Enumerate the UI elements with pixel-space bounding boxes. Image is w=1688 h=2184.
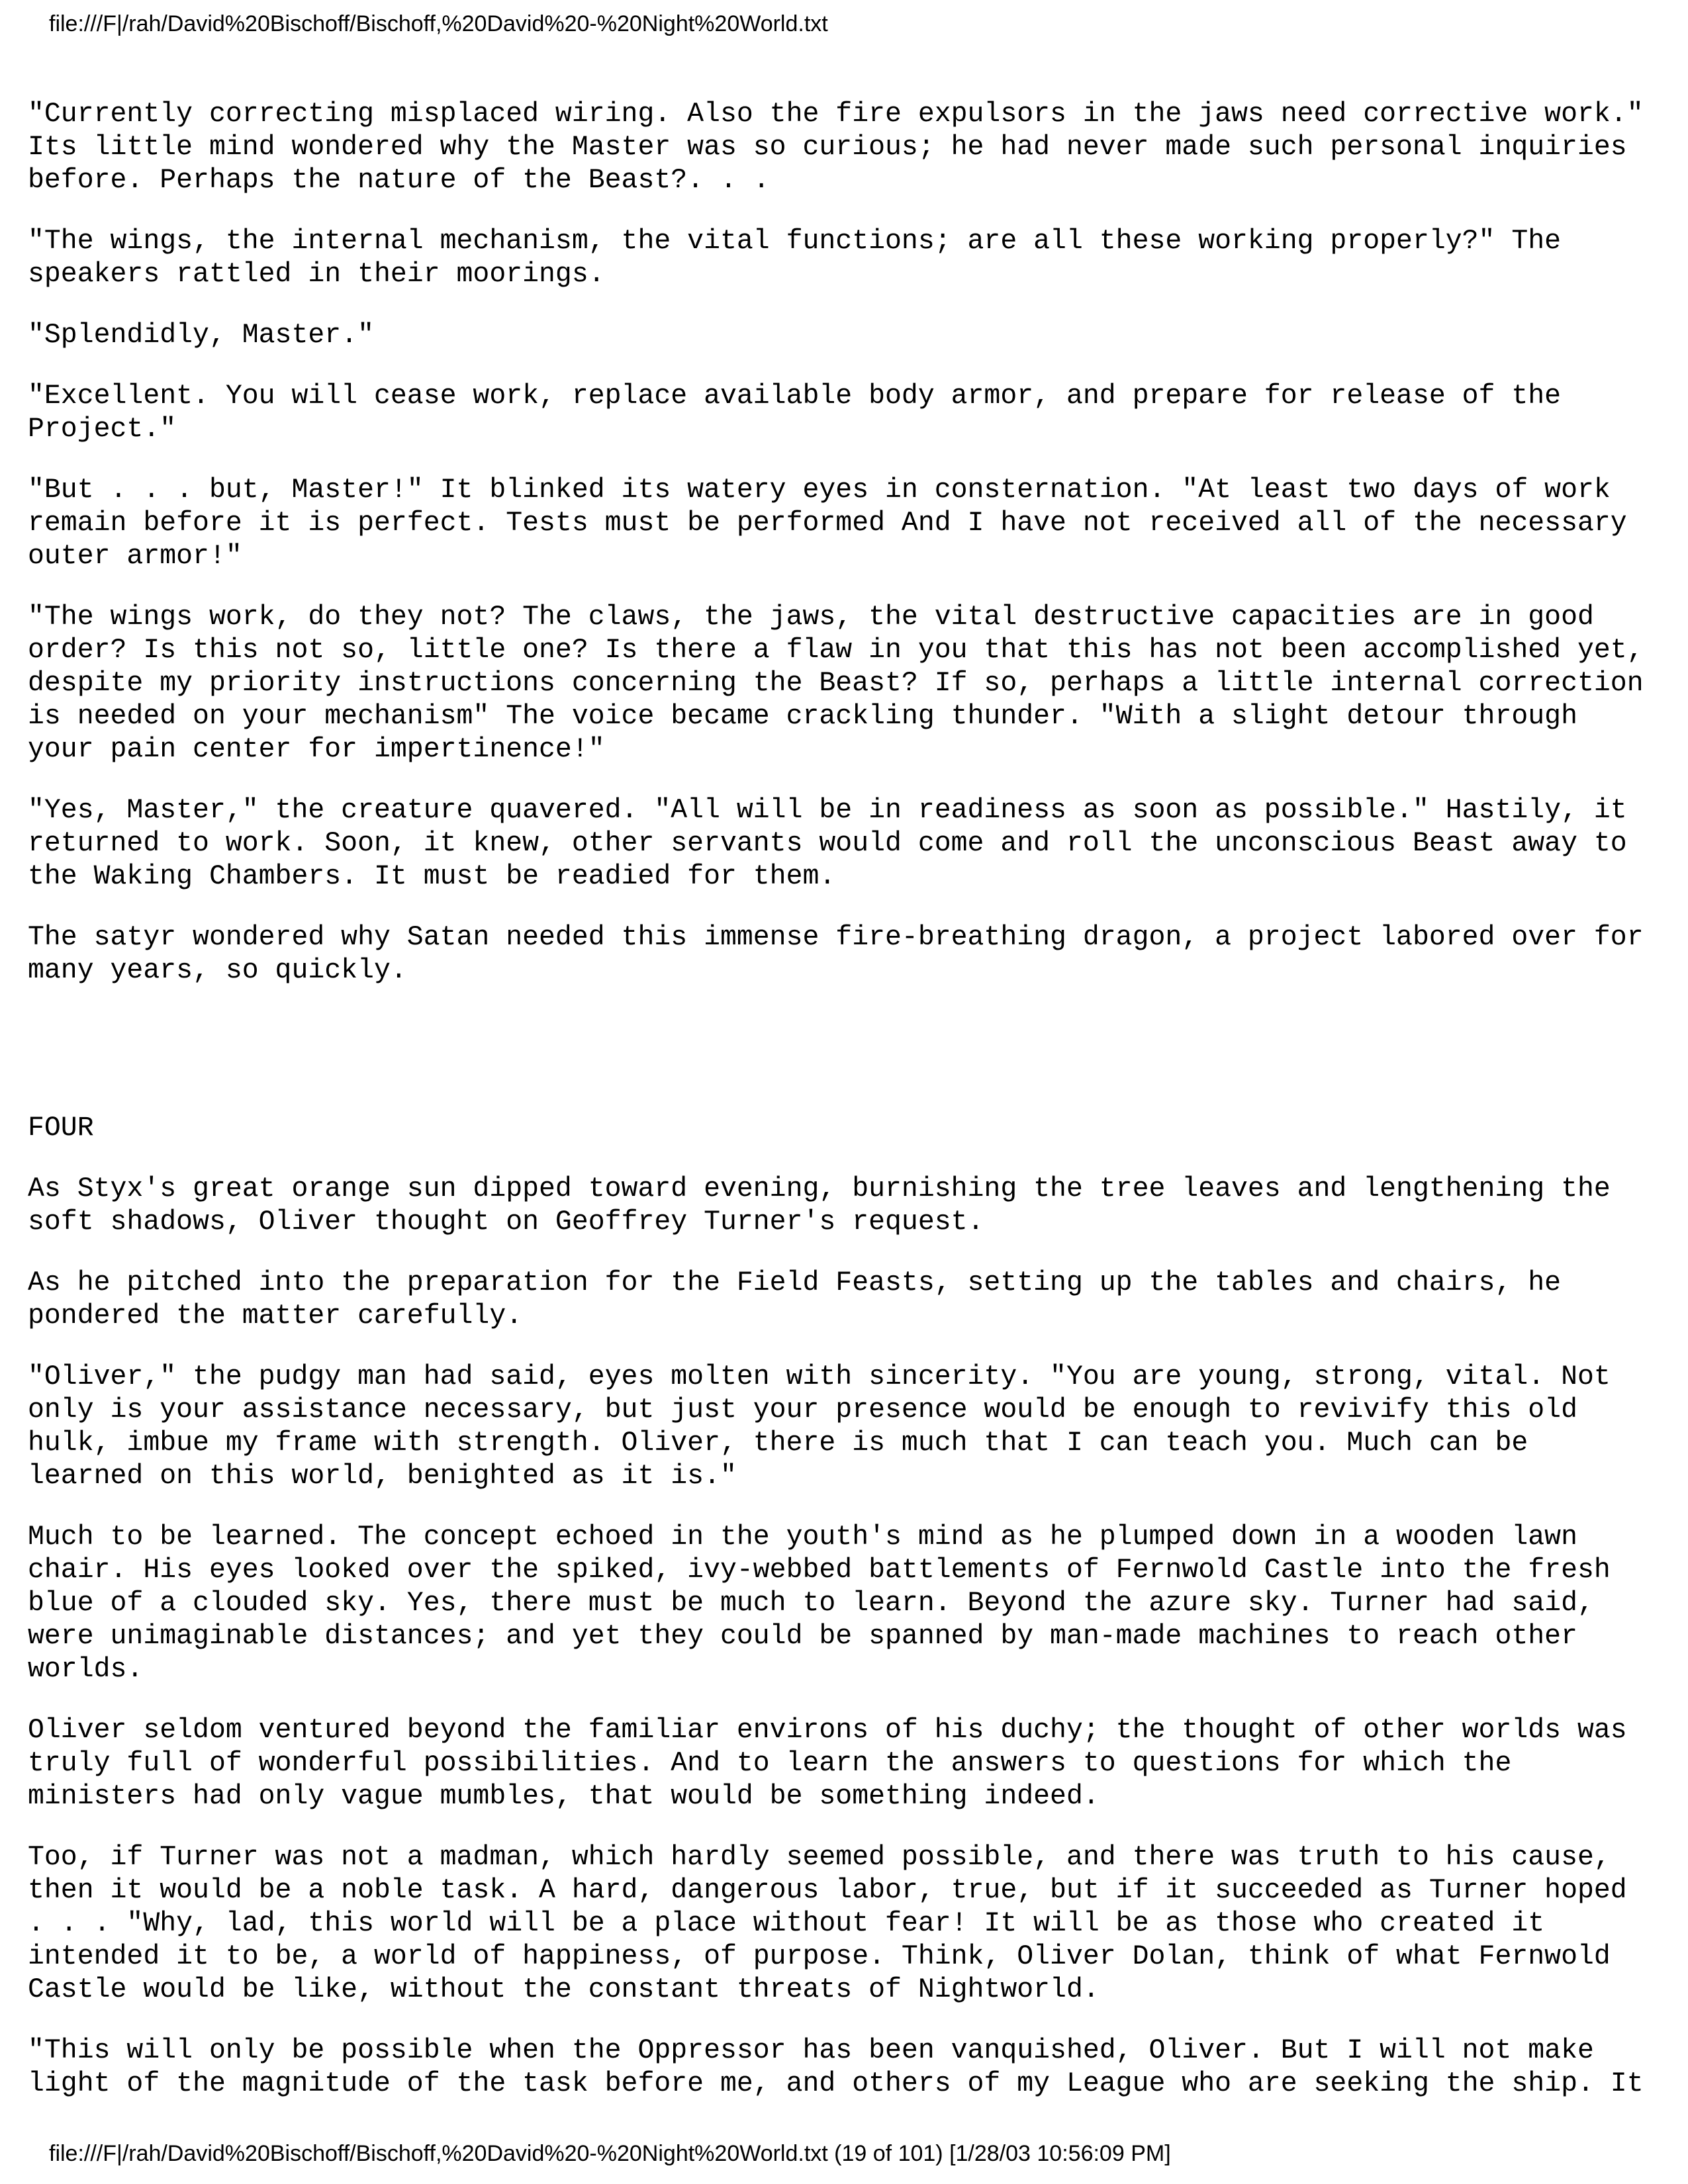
paragraph: "This will only be possible when the Oppressor has been vanquished, Oliver. But I will not make light of the magnitude of the task before me, and others of my League who are seeking the ship. It <box>28 2035 1644 2099</box>
paragraph: "Splendidly, Master." <box>28 320 374 351</box>
document-body <box>28 98 1669 2128</box>
paragraph: "Yes, Master," the creature quavered. "All will be in readiness as soon as possible." Hastily, it returned to work. Soon, it knew, other servants would come and roll the unconscious Beast away to the Waking Chambers. It must be readied for them. <box>28 795 1627 892</box>
paragraph: "Oliver," the pudgy man had said, eyes molten with sincerity. "You are young, strong, vital. Not only is your assistance necessary, but just your presence would be enough to revivify this old hulk, imbue my frame with strength. Oliver, there is much that I can teach you. Much can be learned on this world, benighted as it is." <box>28 1361 1611 1492</box>
paragraph: "Currently correcting misplaced wiring. Also the fire expulsors in the jaws need corrective work." Its little mind wondered why the Master was so curious; he had never made such personal inquiries before. Perhaps the nature of the Beast?. . . <box>28 99 1644 196</box>
page-header-url: file:///F|/rah/David%20Bischoff/Bischoff,%20David%20-%20Night%20World.txt <box>49 11 828 36</box>
paragraph: The satyr wondered why Satan needed this immense fire-breathing dragon, a project labored over for many years, so quickly. <box>28 922 1644 986</box>
paragraph: "The wings work, do they not? The claws, the jaws, the vital destructive capacities are in good order? Is this not so, little one? Is there a flaw in you that this has not been accomplished yet, despite my priority instructions concerning the Beast? If so, perhaps a little internal correction is needed on your mechanism" The voice became crackling thunder. "With a slight detour through your pain center for impertinence!" <box>28 602 1644 765</box>
paragraph: "But . . . but, Master!" It blinked its watery eyes in consternation. "At least two days of work remain before it is perfect. Tests must be performed And I have not received all of the necessary outer armor!" <box>28 475 1627 572</box>
page-footer-url: file:///F|/rah/David%20Bischoff/Bischoff,%20David%20-%20Night%20World.txt (19 of 101) [1/28/03 10:56:09 PM] <box>49 2141 1171 2166</box>
chapter-heading: FOUR <box>28 1113 94 1144</box>
paragraph: Too, if Turner was not a madman, which hardly seemed possible, and there was truth to his cause, then it would be a noble task. A hard, dangerous labor, true, but if it succeeded as Turner hoped . . . "Why, lad, this world will be a place without fear! It will be as those who created it intended it to be, a world of happiness, of purpose. Think, Oliver Dolan, think of what Fernwold Castle would be like, without the constant threats of Nightworld. <box>28 1842 1627 2005</box>
paragraph: As Styx's great orange sun dipped toward evening, burnishing the tree leaves and lengthening the soft shadows, Oliver thought on Geoffrey Turner's request. <box>28 1173 1611 1238</box>
paragraph: As he pitched into the preparation for the Field Feasts, setting up the tables and chairs, he pondered the matter carefully. <box>28 1267 1562 1332</box>
paragraph: Much to be learned. The concept echoed in the youth's mind as he plumped down in a wooden lawn chair. His eyes looked over the spiked, ivy-webbed battlements of Fernwold Castle into the fresh blue of a clouded sky. Yes, there must be much to learn. Beyond the azure sky. Turner had said, were unimaginable distances; and yet they could be spanned by man-made machines to reach other worlds. <box>28 1522 1611 1685</box>
chapter-spacer <box>28 1015 1669 1112</box>
paragraph: Oliver seldom ventured beyond the familiar environs of his duchy; the thought of other worlds was truly full of wonderful possibilities. And to learn the answers to questions for which the ministers had only vague mumbles, that would be something indeed. <box>28 1715 1627 1812</box>
paragraph: "The wings, the internal mechanism, the vital functions; are all these working properly?" The speakers rattled in their moorings. <box>28 226 1562 290</box>
paragraph: "Excellent. You will cease work, replace available body armor, and prepare for release of the Project." <box>28 381 1562 445</box>
